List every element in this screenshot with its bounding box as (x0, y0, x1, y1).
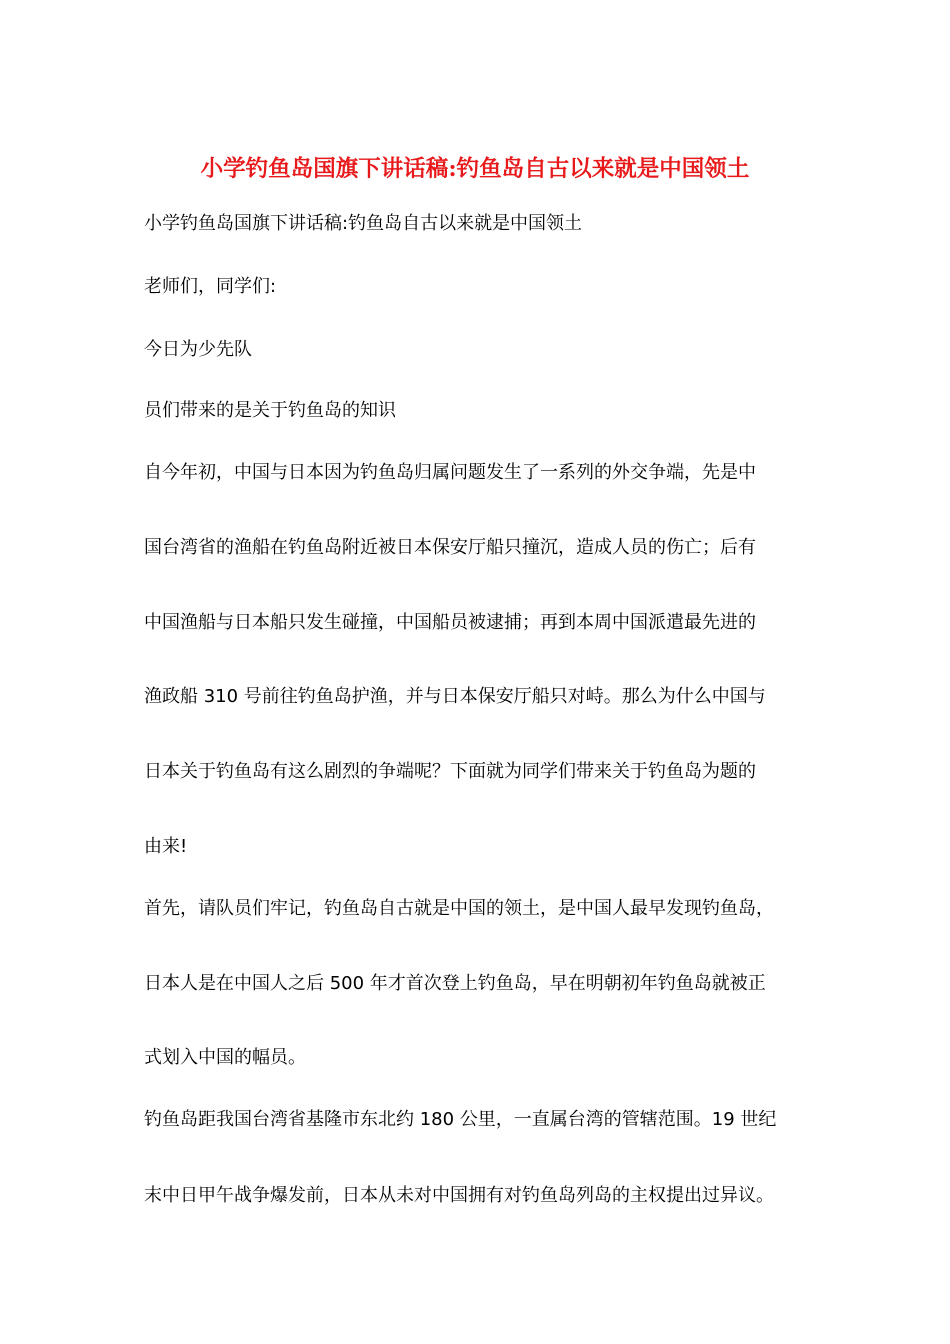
paragraph-line: 员们带来的是关于钓鱼岛的知识 (144, 400, 396, 421)
paragraph-line: 由来! (144, 836, 188, 857)
paragraph-line: 中国渔船与日本船只发生碰撞，中国船员被逮捕；再到本周中国派遣最先进的 (144, 612, 756, 633)
paragraph-line: 渔政船 310 号前往钓鱼岛护渔，并与日本保安厅船只对峙。那么为什么中国与 (144, 686, 766, 707)
paragraph-line: 式划入中国的幅员。 (144, 1047, 306, 1068)
paragraph-line: 日本人是在中国人之后 500 年才首次登上钓鱼岛，早在明朝初年钓鱼岛就被正 (144, 973, 766, 994)
paragraph-line: 日本关于钓鱼岛有这么剧烈的争端呢？下面就为同学们带来关于钓鱼岛为题的 (144, 761, 756, 782)
paragraph-line: 首先，请队员们牢记，钓鱼岛自古就是中国的领土，是中国人最早发现钓鱼岛， (144, 898, 774, 919)
document-title: 小学钓鱼岛国旗下讲话稿:钓鱼岛自古以来就是中国领土 (200, 156, 750, 182)
paragraph-line: 国台湾省的渔船在钓鱼岛附近被日本保安厅船只撞沉，造成人员的伤亡；后有 (144, 537, 756, 558)
paragraph-line: 钓鱼岛距我国台湾省基隆市东北约 180 公里，一直属台湾的管辖范围。19 世纪 (144, 1109, 777, 1130)
paragraph-line: 自今年初，中国与日本因为钓鱼岛归属问题发生了一系列的外交争端，先是中 (144, 462, 756, 483)
paragraph-line: 末中日甲午战争爆发前，日本从未对中国拥有对钓鱼岛列岛的主权提出过异议。 (144, 1185, 774, 1206)
paragraph-line: 今日为少先队 (144, 339, 252, 360)
paragraph-line: 老师们，同学们: (144, 276, 277, 297)
paragraph-line: 小学钓鱼岛国旗下讲话稿:钓鱼岛自古以来就是中国领土 (144, 213, 583, 234)
